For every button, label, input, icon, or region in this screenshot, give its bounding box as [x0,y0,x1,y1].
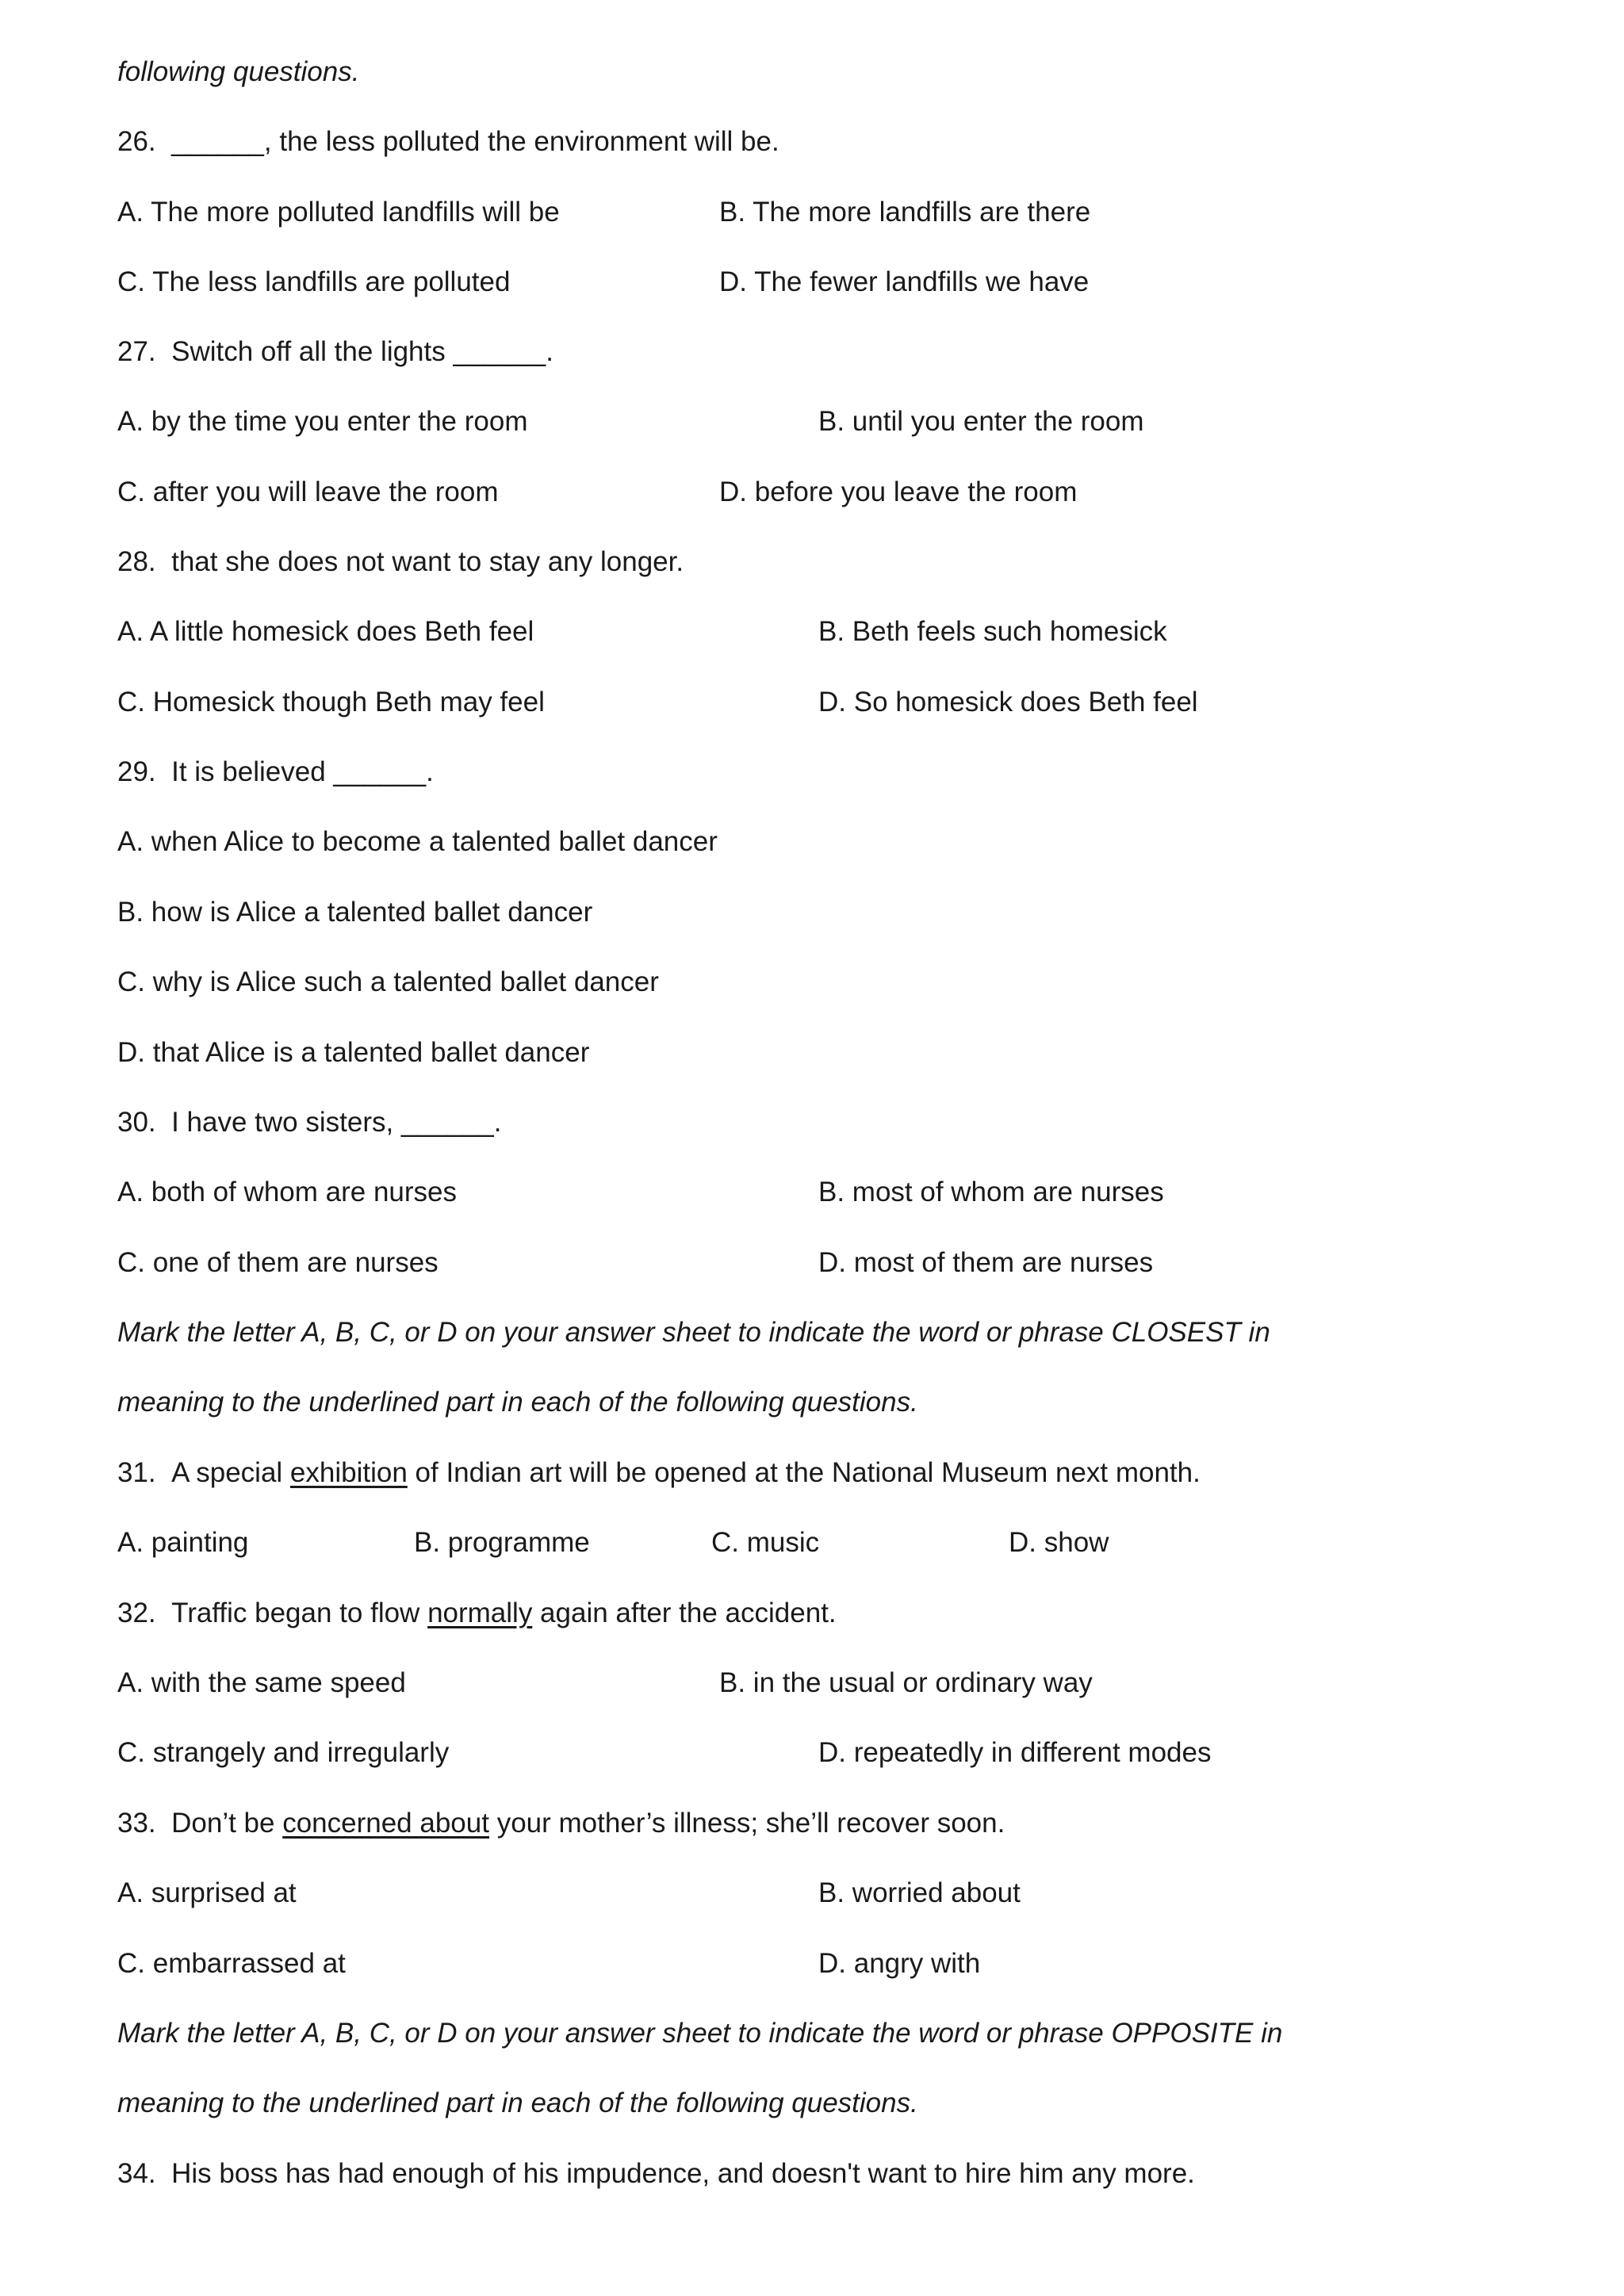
option-33-b: B. worried about [818,1877,1021,1908]
question-number: 28. [117,546,156,577]
option-28-b: B. Beth feels such homesick [818,616,1167,647]
section-closest-instruction-line1: Mark the letter A, B, C, or D on your answer sheet to indicate the word or phrase CLOSEST in [117,1317,1270,1348]
option-31-b: B. programme [414,1527,590,1558]
question-33 [117,1806,1005,1841]
option-32-c: C. strangely and irregularly [117,1737,450,1768]
stem-before: A special [171,1457,290,1488]
question-number: 32. [117,1598,156,1628]
stem-after: your mother’s illness; she’ll recover soon. [488,1808,1005,1839]
option-28-a: A. A little homesick does Beth feel [117,616,534,647]
section-closest-instruction-line2: meaning to the underlined part in each of the following questions. [117,1387,918,1418]
question-number: 31. [117,1457,156,1488]
question-stem: It is believed ______. [171,756,434,787]
option-33-c: C. embarrassed at [117,1948,346,1979]
question-26 [117,124,779,159]
question-number: 30. [117,1107,156,1138]
underlined-phrase: concerned about [282,1808,489,1839]
section-opposite-instruction-line2: meaning to the underlined part in each of the following questions. [117,2087,918,2118]
option-33-d: D. angry with [818,1948,981,1979]
option-28-d: D. So homesick does Beth feel [818,687,1198,718]
question-stem: His boss has had enough of his impudence, and doesn't want to hire him any more. [171,2158,1195,2189]
option-26-d: D. The fewer landfills we have [719,266,1090,297]
instruction-tail: following questions. [117,56,360,87]
question-stem: ______, the less polluted the environment will be. [171,126,779,157]
section-opposite-instruction-line1: Mark the letter A, B, C, or D on your answer sheet to indicate the word or phrase OPPOSITE in [117,2018,1283,2049]
option-26-a: A. The more polluted landfills will be [117,197,560,228]
option-32-d: D. repeatedly in different modes [818,1737,1212,1768]
question-stem: Switch off all the lights ______. [171,336,553,367]
option-29-c: C. why is Alice such a talented ballet dancer [117,966,659,997]
question-31 [117,1456,1201,1490]
question-number: 33. [117,1808,156,1839]
question-28 [117,545,684,580]
question-number: 29. [117,756,156,787]
question-34 [117,2156,1195,2191]
option-29-a: A. when Alice to become a talented ballet dancer [117,826,718,857]
question-number: 34. [117,2158,156,2189]
question-stem: that she does not want to stay any longer. [171,546,684,577]
option-28-c: C. Homesick though Beth may feel [117,687,545,718]
option-27-b: B. until you enter the room [818,406,1144,437]
option-32-b: B. in the usual or ordinary way [719,1667,1093,1698]
option-32-a: A. with the same speed [117,1667,406,1698]
question-30 [117,1105,501,1140]
option-31-d: D. show [1009,1527,1109,1558]
option-30-c: C. one of them are nurses [117,1247,439,1278]
option-27-c: C. after you will leave the room [117,476,499,507]
option-26-b: B. The more landfills are there [719,197,1091,228]
stem-before: Traffic began to flow [171,1598,428,1628]
underlined-word: exhibition [289,1457,408,1488]
option-30-d: D. most of them are nurses [818,1247,1154,1278]
option-31-c: C. music [711,1527,820,1558]
question-32 [117,1596,837,1631]
option-27-d: D. before you leave the room [719,476,1078,507]
question-29 [117,755,434,790]
option-27-a: A. by the time you enter the room [117,406,528,437]
option-29-d: D. that Alice is a talented ballet dancer [117,1037,590,1068]
option-26-c: C. The less landfills are polluted [117,266,511,297]
stem-after: again after the accident. [532,1598,837,1628]
stem-after: of Indian art will be opened at the National Museum next month. [407,1457,1201,1488]
option-30-b: B. most of whom are nurses [818,1177,1164,1207]
option-29-b: B. how is Alice a talented ballet dancer [117,897,593,928]
question-stem: I have two sisters, ______. [171,1107,502,1138]
stem-before: Don’t be [171,1808,283,1839]
question-27 [117,335,553,369]
question-number: 26. [117,126,156,157]
underlined-word: normally [427,1598,533,1628]
question-number: 27. [117,336,156,367]
option-30-a: A. both of whom are nurses [117,1177,457,1207]
option-33-a: A. surprised at [117,1877,297,1908]
option-31-a: A. painting [117,1527,249,1558]
